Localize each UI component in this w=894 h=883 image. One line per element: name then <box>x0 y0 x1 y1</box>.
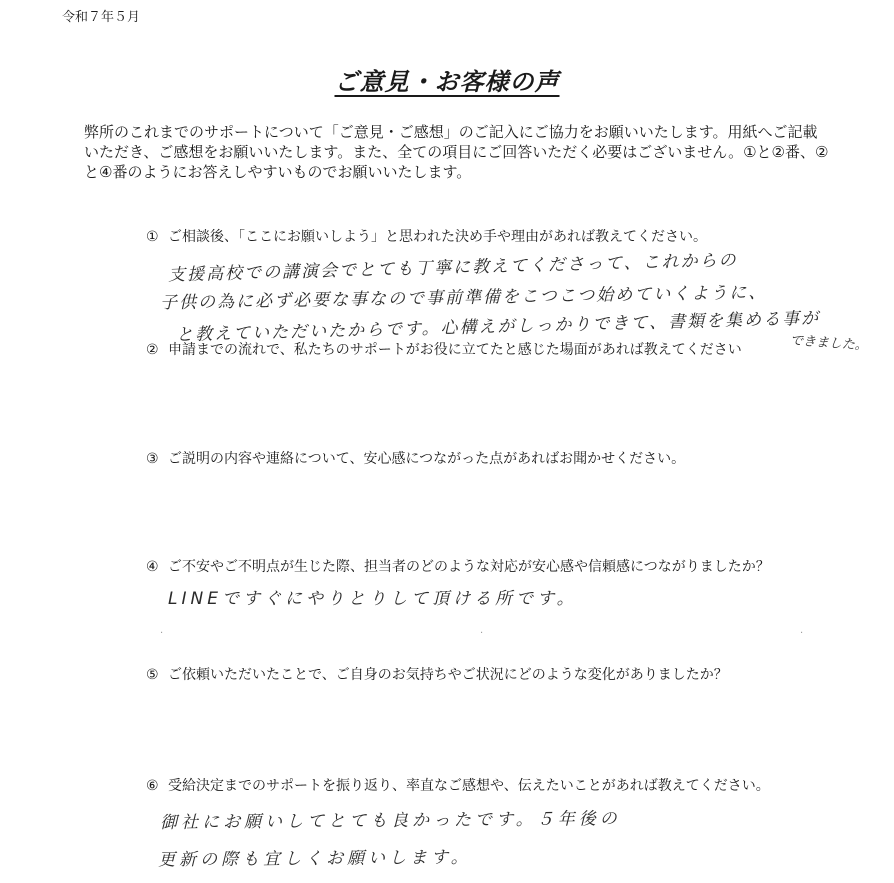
answer-4-line-1: LINEですぐにやりとりして頂ける所です。 <box>168 589 578 609</box>
page-title-wrap <box>0 62 894 97</box>
question-3 <box>146 450 685 468</box>
question-2 <box>146 341 742 359</box>
question-2-text: 申請までの流れで、私たちのサポートがお役に立てたと感じた場面があれば教えてください <box>168 342 742 358</box>
answer-1-line-3: と教えていただいたからです。心構えがしっかりできて、書類を集める事が <box>175 308 821 346</box>
scan-speck: · <box>480 628 484 639</box>
answer-6-line-1: 御社にお願いしてとても良かったです。５年後の <box>159 808 621 834</box>
page-title: ご意見・お客様の声 <box>334 68 560 96</box>
question-3-text: ご説明の内容や連絡について、安心感につながった点があればお聞かせください。 <box>168 451 686 467</box>
question-6-text: 受給決定までのサポートを振り返り、率直なご感想や、伝えたいことがあれば教えてください。 <box>168 778 770 794</box>
question-1-text: ご相談後、「ここにお願いしよう」と思われた決め手や理由があれば教えてください。 <box>168 229 707 245</box>
answer-1-line-2: 子供の為に必ず必要な事なので事前準備をこつこつ始めていくように、 <box>159 282 768 314</box>
answer-6-line-2: 更新の際も宜しくお願いします。 <box>157 847 472 871</box>
question-6-number: ⑥ <box>146 778 159 794</box>
scan-speck: · <box>800 628 804 639</box>
question-4-number: ④ <box>146 559 159 575</box>
answer-1-line-1: 支援高校での講演会でとても丁寧に教えてくださって、これからの <box>167 250 738 286</box>
document-date: 令和７年５月 <box>62 10 141 25</box>
question-4 <box>146 558 770 576</box>
scan-speck: · <box>160 628 164 639</box>
question-5-number: ⑤ <box>146 667 159 683</box>
question-2-number: ② <box>146 342 159 358</box>
question-6 <box>146 777 770 795</box>
answer-1-line-4: できました。 <box>789 333 869 354</box>
intro-paragraph: 弊所のこれまでのサポートについて「ご意見・ご感想」のご記入にご協力をお願いいたします。用紙へご記載いただき、ご感想をお願いいたします。また、全ての項目にご回答いただく必要はございません。①と②番、②と④番のようにお答えしやすいものでお願いいたします。 <box>84 123 829 181</box>
question-5 <box>146 666 728 684</box>
question-1-number: ① <box>146 229 159 245</box>
question-5-text: ご依頼いただいたことで、ご自身のお気持ちやご状況にどのような変化がありましたか？ <box>168 667 728 683</box>
question-4-text: ご不安やご不明点が生じた際、担当者のどのような対応が安心感や信頼感につながりましたか？ <box>168 559 770 575</box>
question-1 <box>146 228 707 246</box>
question-3-number: ③ <box>146 451 159 467</box>
